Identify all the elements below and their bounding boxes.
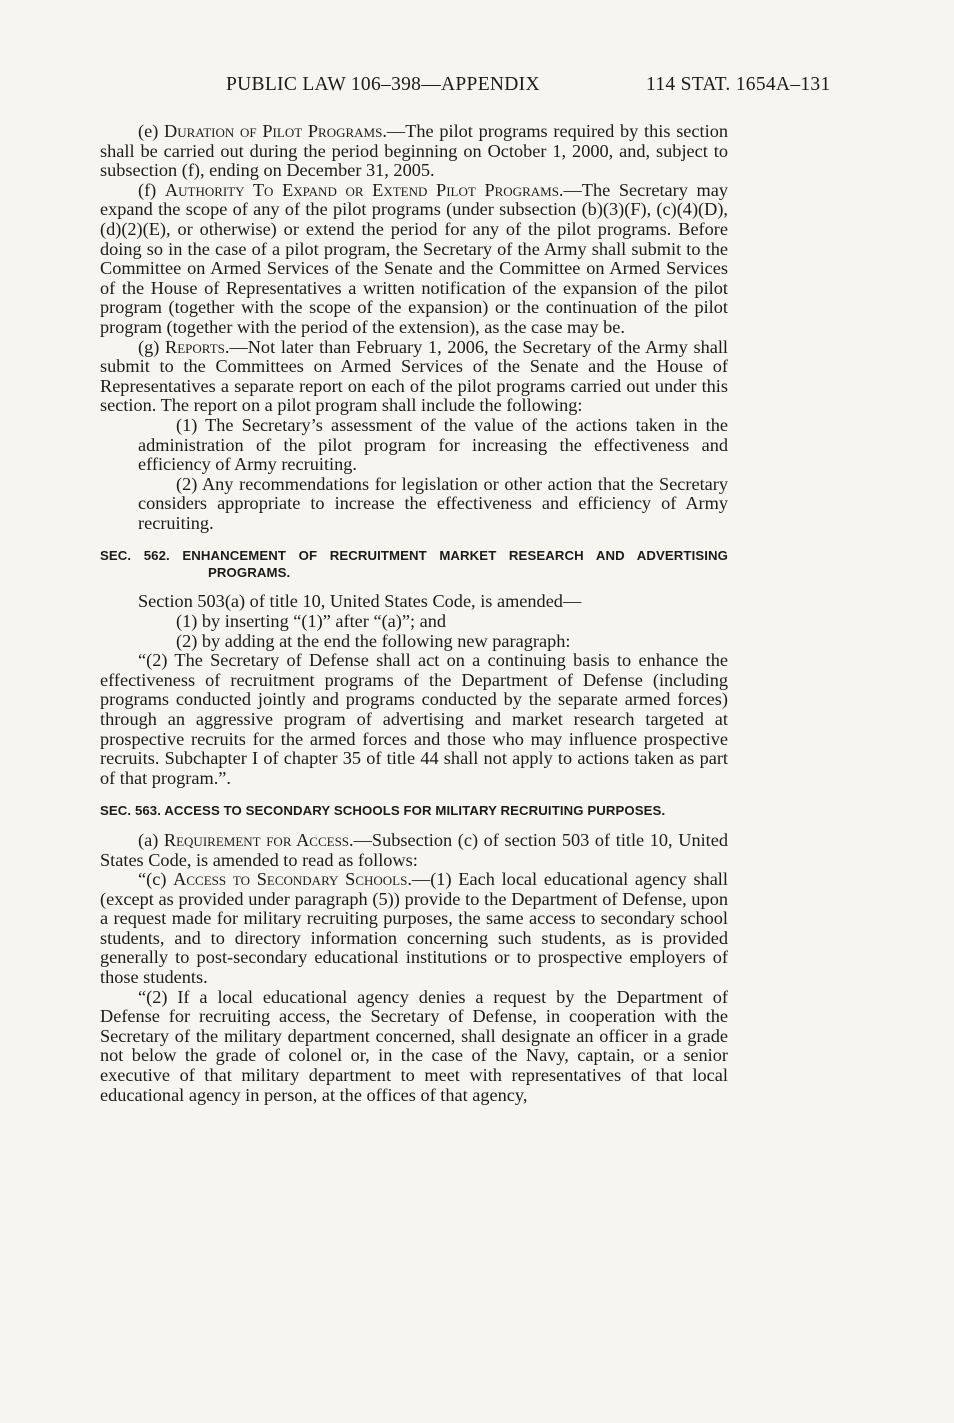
- subsection-e: [100, 122, 728, 181]
- subsection-g-text: .—Not later than February 1, 2006, the Secretary of the Army shall submit to the Committees on Armed Services of the Senate and the House of Representatives a separate report on each of the pilot programs carried out under this section. The report on a pilot program shall include the following:: [100, 336, 728, 416]
- subsection-e-text: .—The pilot programs required by this section shall be carried out during the period beginning on October 1, 2000, and, subject to subsection (f), ending on December 31, 2005.: [100, 121, 728, 181]
- document-page: [100, 74, 831, 1105]
- section-563-subsection-a: [100, 831, 728, 870]
- subsection-e-heading: Duration of Pilot Programs: [164, 121, 383, 141]
- subsection-g-item-1: (1) The Secretary’s assessment of the value of the actions taken in the administration of the pilot program for increasing the effectiveness and efficiency of Army recruiting.: [138, 414, 728, 475]
- section-563-paragraph-2: “(2) If a local educational agency denies a request by the Department of Defense for recruiting access, the Secretary of Defense, in cooperation with the Secretary of the military department concerned, shall designate an officer in a grade not below the grade of colonel or, in the case of the Navy, captain, or a senior executive of that military department to meet with representatives of that local educational agency in person, at the offices of that agency,: [100, 986, 728, 1105]
- section-562-item-1: (1) by inserting “(1)” after “(a)”; and: [176, 611, 447, 632]
- section-563-c-label: “(c): [138, 869, 174, 890]
- subsection-f-text: .—The Secretary may expand the scope of any of the pilot programs (under subsection (b)(3)(F), (c)(4)(D), (d)(2)(E), or otherwise) or extend the period for any of the pilot programs. Before doing so in the case of a pilot program, the Secretary of the Army shall submit to the Committee on Armed Services of the Senate and the Committee on Armed Services of the House of Representatives a written notification of the expansion of the pilot program (together with the scope of the expansion) or the continuation of the pilot program (together with the period of the extension), as the case may be.: [100, 179, 728, 337]
- section-562-item-2: (2) by adding at the end the following new paragraph:: [176, 630, 571, 651]
- subsection-g-item-2: (2) Any recommendations for legislation or other action that the Secretary considers appropriate to increase the effectiveness and efficiency of Army recruiting.: [138, 473, 728, 533]
- subsection-g-label: (g): [138, 336, 166, 357]
- section-563-subsection-c: [100, 870, 728, 988]
- law-citation: PUBLIC LAW 106–398—APPENDIX: [226, 74, 540, 95]
- section-563-c-text: .—(1) Each local educational agency shall (except as provided under paragraph (5)) provide to the Department of Defense, upon a request made for military recruiting purposes, the same access to secondary school students, and to directory information concerning such students, as is provided generally to post-secondary educational institutions or to prospective employers of those students.: [100, 869, 728, 988]
- subsection-f-label: (f): [138, 179, 165, 200]
- subsection-e-label: (e): [138, 121, 165, 141]
- running-header: [100, 74, 831, 104]
- subsection-g-heading: Reports: [165, 336, 225, 357]
- section-563-c-heading: Access to Secondary Schools: [173, 869, 408, 890]
- subsection-f-heading: Authority To Expand or Extend Pilot Programs: [164, 179, 559, 200]
- section-563-a-text: .—Subsection (c) of section 503 of title 10, United States Code, is amended to read as follows:: [100, 829, 728, 870]
- section-562-heading: SEC. 562. ENHANCEMENT OF RECRUITMENT MARKET RESEARCH AND ADVERTISING PROGRAMS.: [100, 548, 728, 580]
- section-562-quoted-paragraph: “(2) The Secretary of Defense shall act on a continuing basis to enhance the effectiveness of recruitment programs of the Department of Defense (including programs conducted jointly and programs conducted by the separate armed forces) through an aggressive program of advertising and market research targeted at prospective recruits for the armed forces and those who may influence prospective recruits. Subchapter I of chapter 35 of title 44 shall not apply to actions taken as part of that program.”.: [100, 650, 728, 788]
- section-563-heading: SEC. 563. ACCESS TO SECONDARY SCHOOLS FOR MILITARY RECRUITING PURPOSES.: [100, 803, 666, 819]
- section-563-a-heading: Requirement for Access: [163, 829, 350, 850]
- section-563-a-label: (a): [138, 829, 164, 850]
- subsection-f: [100, 181, 728, 338]
- subsection-g: [100, 338, 728, 416]
- statute-citation: 114 STAT. 1654A–131: [646, 74, 831, 95]
- section-562-intro: Section 503(a) of title 10, United States Code, is amended—: [138, 591, 582, 612]
